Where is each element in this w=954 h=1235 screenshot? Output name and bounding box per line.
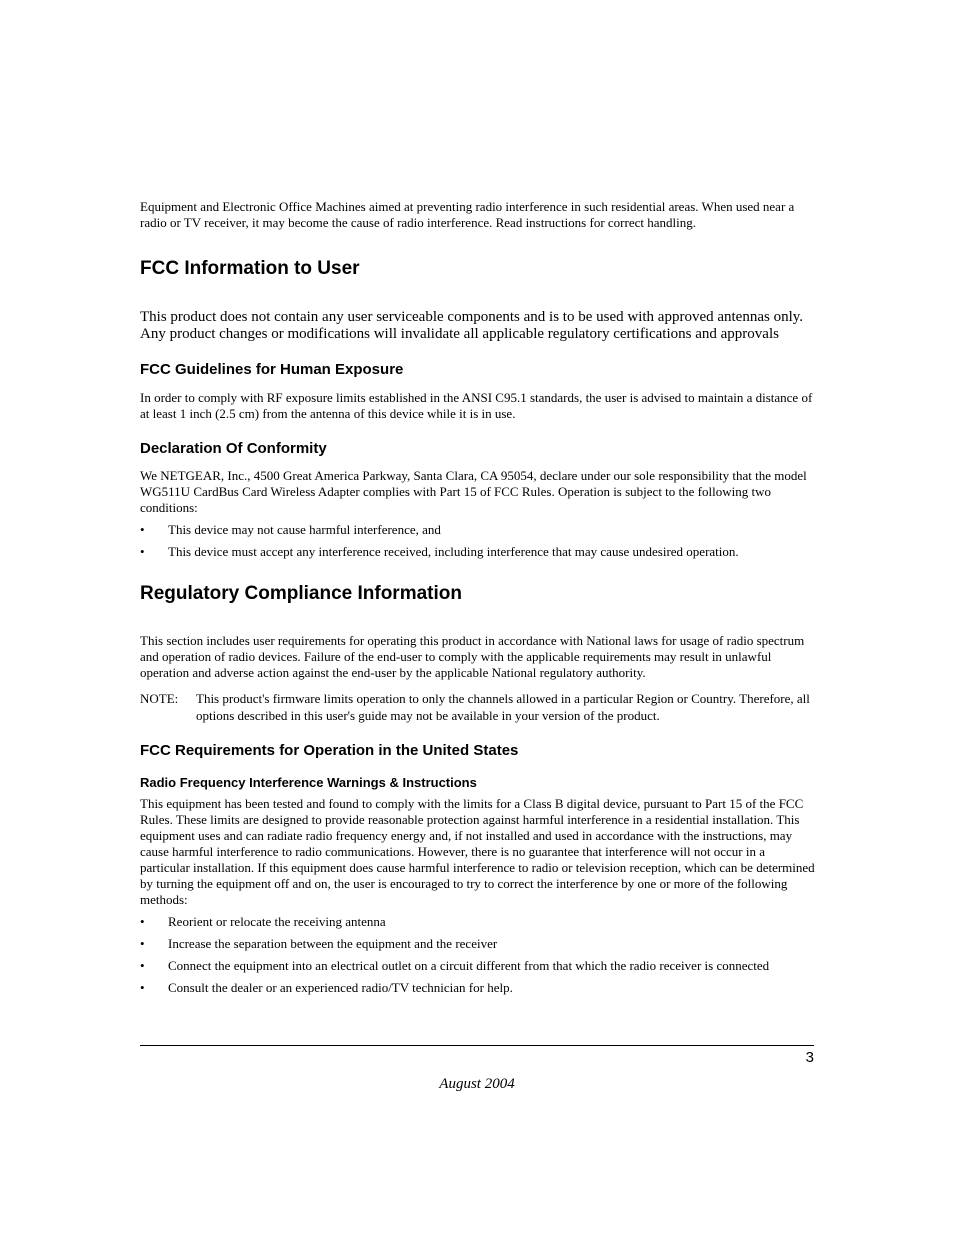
bullet-icon: • (140, 522, 145, 537)
human-exposure-paragraph: In order to comply with RF exposure limits established in the ANSI C95.1 standards, the user is advised to maintain a distance of at least 1 inch (2.5 cm) from the antenna of this device while it is in use. (140, 390, 813, 421)
conformity-paragraph: We NETGEAR, Inc., 4500 Great America Parkway, Santa Clara, CA 95054, declare under our sole responsibility that the model WG511U CardBus Card Wireless Adapter complies with Part 15 of FCC Rules. Operation is subject to the following two conditions: (140, 468, 807, 515)
bullet-icon: • (140, 936, 145, 951)
list-item: • Reorient or relocate the receiving antenna (140, 914, 386, 929)
bullet-icon: • (140, 544, 145, 559)
bullet-icon: • (140, 958, 145, 973)
conformity-conditions-list (140, 522, 815, 560)
intro-paragraph: Equipment and Electronic Office Machines aimed at preventing radio interference in such residential areas. When used near a radio or TV receiver, it may become the cause of radio interference. Read instructions for correct handling. (140, 199, 795, 230)
bullet-icon: • (140, 914, 145, 929)
interference-remedies-list (140, 914, 815, 996)
bullet-icon: • (140, 980, 145, 995)
document-page (140, 199, 815, 996)
us-requirements-heading: FCC Requirements for Operation in the United States (140, 742, 519, 759)
list-item: • This device may not cause harmful interference, and (140, 522, 441, 537)
fcc-info-heading: FCC Information to User (140, 258, 360, 279)
footer-divider (140, 1045, 814, 1046)
rf-interference-subheading: Radio Frequency Interference Warnings & Instructions (140, 775, 477, 790)
footer-date: August 2004 (439, 1076, 515, 1092)
note-text: This product's firmware limits operation to only the channels allowed in a particular Region or Country. Therefore, all options described in this user's guide may not be available in your version of the product. (196, 691, 810, 723)
note-label: NOTE: (140, 691, 179, 706)
regulatory-heading: Regulatory Compliance Information (140, 583, 462, 604)
regulatory-paragraph: This section includes user requirements for operating this product in accordance with National laws for usage of radio spectrum and operation of radio devices. Failure of the end-user to comply with the applicable requirements may result in unlawful operation and adverse action against the end-user by the applicable National regulatory authority. (140, 633, 805, 680)
page-number: 3 (805, 1049, 814, 1066)
human-exposure-heading: FCC Guidelines for Human Exposure (140, 361, 404, 378)
conformity-heading: Declaration Of Conformity (140, 440, 327, 457)
list-item: • This device must accept any interference received, including interference that may cause undesired operation. (140, 544, 739, 559)
list-item: • Increase the separation between the equipment and the receiver (140, 936, 498, 951)
rf-interference-paragraph: This equipment has been tested and found to comply with the limits for a Class B digital device, pursuant to Part 15 of the FCC Rules. These limits are designed to provide reasonable protection against harmful interference in a residential installation. This equipment uses and can radiate radio frequency energy and, if not installed and used in accordance with the instructions, may cause harmful interference to radio communications. However, there is no guarantee that interference will not occur in a particular installation. If this equipment does cause harmful interference to radio or television reception, which can be determined by turning the equipment off and on, the user is encouraged to try to correct the interference by one or more of the following methods: (140, 796, 815, 907)
list-item: • Consult the dealer or an experienced radio/TV technician for help. (140, 980, 513, 995)
list-item: • Connect the equipment into an electrical outlet on a circuit different from that which the radio receiver is connected (140, 958, 770, 973)
firmware-note (140, 690, 815, 724)
fcc-info-paragraph: This product does not contain any user serviceable components and is to be used with approved antennas only. Any product changes or modifications will invalidate all applicable regulatory certifications and approvals (140, 309, 804, 342)
